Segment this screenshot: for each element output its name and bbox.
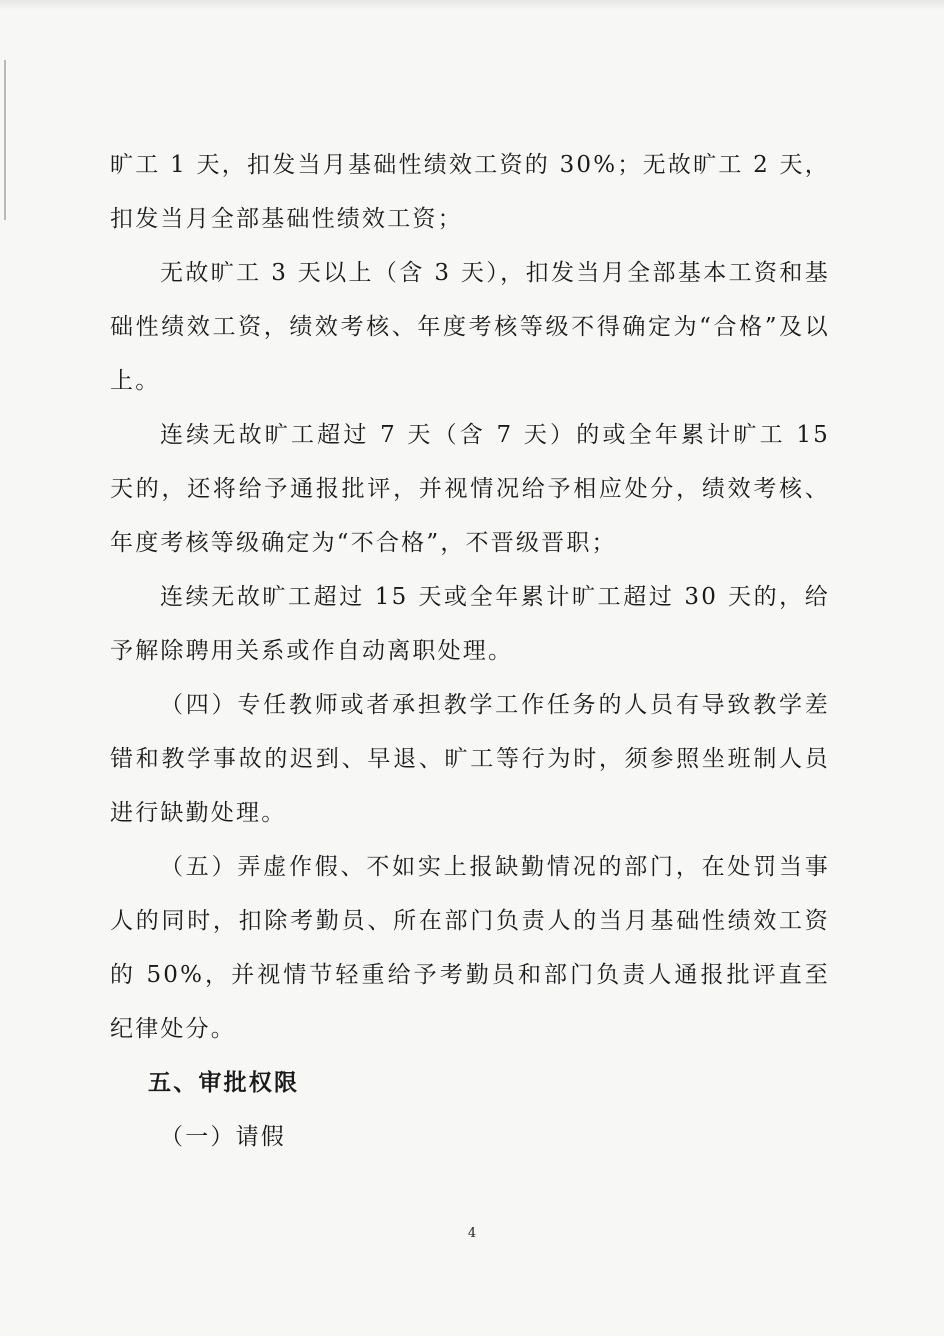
scan-shadow-top xyxy=(0,0,944,10)
paragraph-absence-3-days: 无故旷工 3 天以上（含 3 天），扣发当月全部基本工资和基础性绩效工资，绩效考核、年度考核等级不得确定为“合格”及以上。 xyxy=(110,260,830,394)
subsection-heading: （一）请假 xyxy=(160,1124,286,1150)
scan-shadow-left xyxy=(4,60,6,220)
document-body xyxy=(110,138,830,1164)
paragraph-item-four: （四）专任教师或者承担教学工作任务的人员有导致教学差错和教学事故的迟到、早退、旷工等行为时，须参照坐班制人员进行缺勤处理。 xyxy=(110,692,830,826)
paragraph-absence-1-2-days: 旷工 1 天，扣发当月基础性绩效工资的 30%；无故旷工 2 天，扣发当月全部基础性绩效工资； xyxy=(110,152,830,232)
page-number: 4 xyxy=(467,1226,477,1241)
section-heading: 五、审批权限 xyxy=(148,1069,300,1096)
paragraph-absence-15-days: 连续无故旷工超过 15 天或全年累计旷工超过 30 天的，给予解除聘用关系或作自动离职处理。 xyxy=(110,584,830,664)
paragraph-absence-7-days: 连续无故旷工超过 7 天（含 7 天）的或全年累计旷工 15 天的，还将给予通报批评，并视情况给予相应处分，绩效考核、年度考核等级确定为“不合格”，不晋级晋职； xyxy=(110,422,830,556)
paragraph-item-five: （五）弄虚作假、不如实上报缺勤情况的部门，在处罚当事人的同时，扣除考勤员、所在部门负责人的当月基础性绩效工资的 50%，并视情节轻重给予考勤员和部门负责人通报批评直至纪律处分。 xyxy=(110,854,830,1042)
